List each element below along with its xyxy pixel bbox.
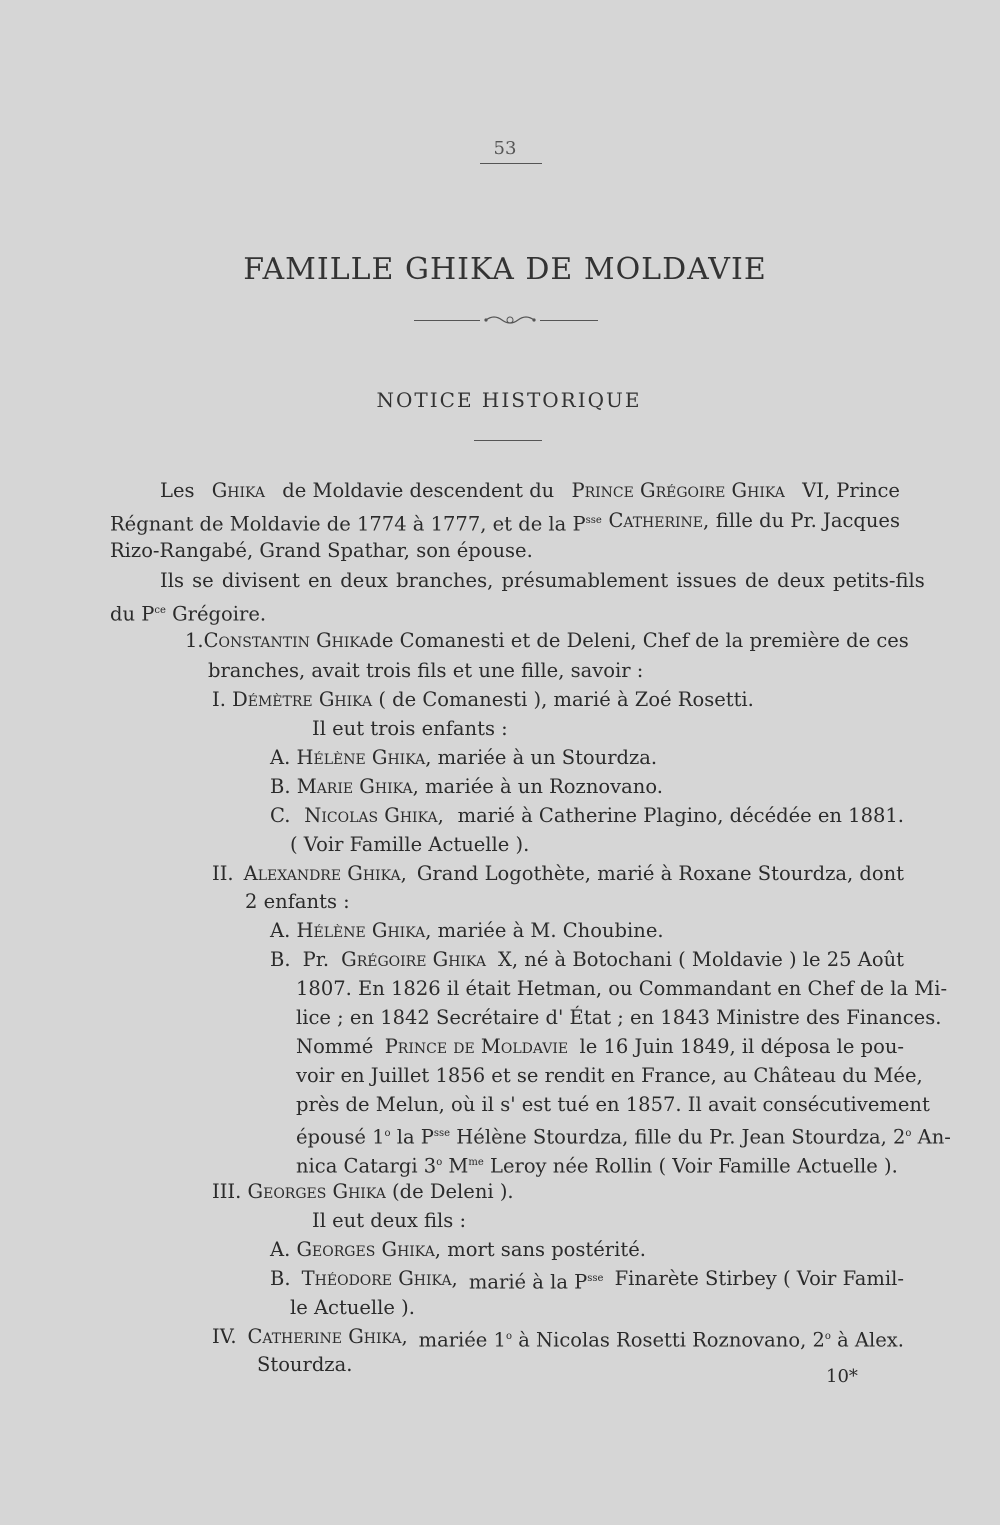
ornament-rule-right bbox=[540, 320, 598, 321]
person-name: Démètre Ghika bbox=[232, 688, 373, 711]
signature-mark: 10* bbox=[826, 1366, 858, 1387]
heading-rule bbox=[474, 440, 542, 441]
entry-I-b: B. Marie Ghika, mariée à un Roznovano. bbox=[270, 775, 663, 798]
intro-line-3: Rizo-Rangabé, Grand Spathar, son épouse. bbox=[110, 539, 533, 562]
entry-III-b: B. Théodore Ghika, marié à la $P^{sse}$ Finarète Stirbey ( Voir Famil- bbox=[270, 1267, 904, 1294]
entry-II-b-line-5: voir en Juillet 1856 et se rendit en France, au Château du Mée, bbox=[296, 1064, 923, 1087]
person-name: Hélène Ghika, bbox=[296, 919, 432, 942]
title-name: Prince de Moldavie bbox=[384, 1035, 569, 1058]
entry-II-b-line-2: 1807. En 1826 il était Hetman, ou Commandant en Chef de la Mi- bbox=[296, 977, 948, 1000]
person-name: Hélène Ghika, bbox=[296, 746, 432, 769]
entry-II-b-line-1: B. Pr. Grégoire Ghika X, né à Botochani ( Moldavie ) le 25 Août bbox=[270, 948, 904, 971]
entry-I-c-cont: ( Voir Famille Actuelle ). bbox=[290, 833, 530, 856]
entry-IV-cont: Stourdza. bbox=[257, 1353, 353, 1376]
ornament-rule-left bbox=[414, 320, 480, 321]
intro-line-2: Régnant de Moldavie de 1774 à 1777, et de la $P^{sse}$ Catherine, fille du Pr. Jacques bbox=[110, 509, 900, 536]
entry-III: III. Georges Ghika (de Deleni ). bbox=[212, 1180, 514, 1203]
person-name: Constantin Ghika bbox=[203, 629, 370, 652]
entry-I-a: A. Hélène Ghika, mariée à un Stourdza. bbox=[270, 746, 658, 769]
ornament-icon bbox=[480, 313, 540, 327]
page-number-rule bbox=[480, 163, 542, 164]
person-name: Alexandre Ghika, bbox=[243, 862, 407, 885]
person-name: Catherine, bbox=[608, 509, 710, 532]
entry-II-cont: 2 enfants : bbox=[245, 890, 350, 913]
entry-IV: IV. Catherine Ghika, mariée 1$^o$ à Nicolas Rosetti Roznovano, 2$^o$ à Alex. bbox=[212, 1325, 904, 1352]
intro-line-4: Ils se divisent en deux branches, présumablement issues de deux petits-fils bbox=[160, 569, 925, 592]
person-name: Georges Ghika, bbox=[296, 1238, 442, 1261]
entry-II-b-line-6: près de Melun, où il s' est tué en 1857. Il avait consécutivement bbox=[296, 1093, 930, 1116]
entry-III-b-cont: le Actuelle ). bbox=[290, 1296, 415, 1319]
entry-III-children-intro: Il eut deux fils : bbox=[312, 1209, 467, 1232]
intro-line-5: du $P^{ce}$ Grégoire. bbox=[110, 602, 267, 626]
entry-II-b-line-7: épousé 1$^o$ la $P^{sse}$ Hélène Stourdza, fille du Pr. Jean Stourdza, 2$^o$ An- bbox=[296, 1125, 951, 1149]
person-name: Grégoire Ghika bbox=[341, 948, 486, 971]
person-name: Prince Grégoire Ghika bbox=[571, 479, 785, 502]
intro-line-1: Les Ghika de Moldavie descendent du Prince Grégoire Ghika VI, Prince bbox=[160, 479, 900, 502]
family-name: Ghika bbox=[211, 479, 266, 502]
entry-I: I. Démètre Ghika ( de Comanesti ), marié à Zoé Rosetti. bbox=[212, 688, 754, 711]
section-heading: NOTICE HISTORIQUE bbox=[376, 388, 642, 412]
entry-II-b-line-4: Nommé Prince de Moldavie le 16 Juin 1849, il déposa le pou- bbox=[296, 1035, 904, 1058]
branch-line-2: branches, avait trois fils et une fille, savoir : bbox=[208, 659, 644, 682]
entry-II-b-line-3: lice ; en 1842 Secrétaire d' État ; en 1843 Ministre des Finances. bbox=[296, 1006, 942, 1029]
person-name: Catherine Ghika, bbox=[247, 1325, 408, 1348]
entry-I-children-intro: Il eut trois enfants : bbox=[312, 717, 508, 740]
entry-III-a: A. Georges Ghika, mort sans postérité. bbox=[270, 1238, 646, 1261]
page-title: FAMILLE GHIKA DE MOLDAVIE bbox=[243, 252, 767, 287]
entry-I-c: C. Nicolas Ghika, marié à Catherine Plagino, décédée en 1881. bbox=[270, 804, 904, 827]
person-name: Georges Ghika bbox=[247, 1180, 386, 1203]
entry-II-a: A. Hélène Ghika, mariée à M. Choubine. bbox=[270, 919, 664, 942]
person-name: Nicolas Ghika, bbox=[304, 804, 444, 827]
page-number: 53 bbox=[493, 138, 517, 159]
entry-II: II. Alexandre Ghika, Grand Logothète, marié à Roxane Stourdza, dont bbox=[212, 862, 904, 885]
entry-II-b-line-8: nica Catargi 3$^o$ $M^{me}$ Leroy née Rollin ( Voir Famille Actuelle ). bbox=[296, 1154, 898, 1178]
branch-line-1: 1. Constantin Ghika de Comanesti et de Deleni, Chef de la première de ces bbox=[185, 629, 909, 652]
person-name: Théodore Ghika, bbox=[301, 1267, 458, 1290]
person-name: Marie Ghika, bbox=[296, 775, 419, 798]
